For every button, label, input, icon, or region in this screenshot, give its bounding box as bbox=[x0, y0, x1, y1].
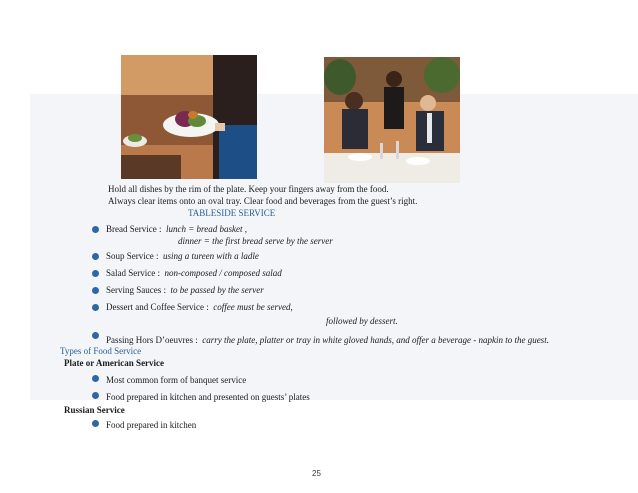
item-desc: carry the plate, platter or tray in white gloved hands, and offer a beverage - napkin to the guest. bbox=[202, 335, 549, 345]
item-label: Serving Sauces : bbox=[106, 285, 166, 295]
list-item: Most common form of banquet service bbox=[106, 375, 247, 385]
item-label: Salad Service : bbox=[106, 268, 160, 278]
list-item bbox=[106, 302, 293, 313]
item-desc-cont: dinner = the first bread serve by the server bbox=[178, 236, 333, 246]
note-line-1: Hold all dishes by the rim of the plate. Keep your fingers away from the food. bbox=[108, 184, 389, 194]
bullet bbox=[92, 420, 99, 427]
plate-heading: Plate or American Service bbox=[64, 358, 165, 368]
list-item bbox=[106, 224, 247, 235]
bullet bbox=[92, 226, 99, 233]
types-heading: Types of Food Service bbox=[60, 346, 142, 356]
bullet bbox=[92, 287, 99, 294]
item-label: Passing Hors D’oeuvres : bbox=[106, 335, 198, 345]
russian-heading: Russian Service bbox=[64, 405, 125, 415]
tableside-heading: TABLESIDE SERVICE bbox=[188, 208, 276, 218]
item-desc: lunch = bread basket , bbox=[165, 224, 247, 234]
bullet bbox=[92, 375, 99, 382]
list-item: Food prepared in kitchen bbox=[106, 420, 197, 430]
item-label: Bread Service : bbox=[106, 224, 162, 234]
list-item bbox=[106, 335, 549, 346]
bullet bbox=[92, 332, 99, 339]
item-label: Dessert and Coffee Service : bbox=[106, 302, 209, 312]
list-item: Food prepared in kitchen and presented on guests’ plates bbox=[106, 392, 310, 402]
list-item bbox=[106, 251, 259, 262]
table-service-photo bbox=[324, 57, 460, 183]
item-desc: non-composed / composed salad bbox=[164, 268, 282, 278]
bullet bbox=[92, 253, 99, 260]
item-desc: to be passed by the server bbox=[170, 285, 264, 295]
item-desc-cont: followed by dessert. bbox=[326, 316, 398, 326]
list-item bbox=[106, 268, 282, 279]
server-plate-photo bbox=[121, 55, 257, 179]
bullet bbox=[92, 304, 99, 311]
item-label: Soup Service : bbox=[106, 251, 159, 261]
item-desc: using a tureen with a ladle bbox=[163, 251, 259, 261]
bullet bbox=[92, 270, 99, 277]
note-line-2: Always clear items onto an oval tray. Clear food and beverages from the guest’s right. bbox=[108, 196, 418, 206]
page-number: 25 bbox=[312, 469, 321, 478]
bullet bbox=[92, 392, 99, 399]
list-item bbox=[106, 285, 264, 296]
item-desc: coffee must be served, bbox=[213, 302, 293, 312]
